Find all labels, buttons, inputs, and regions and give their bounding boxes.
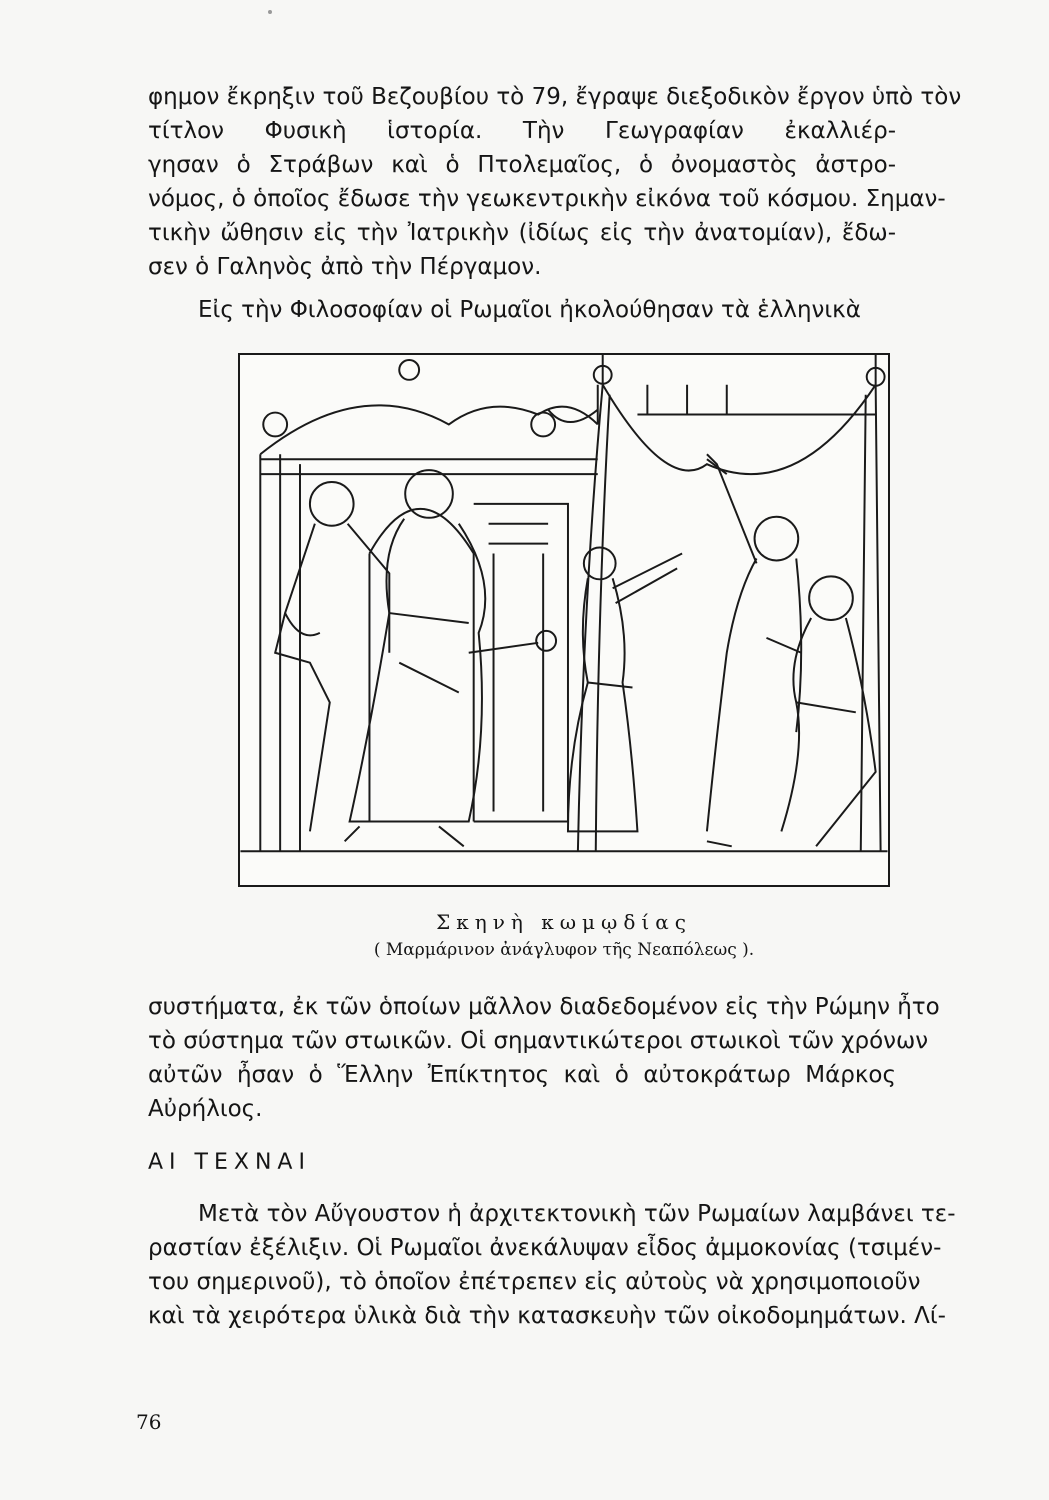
section-heading: ΑΙ ΤΕΧΝΑΙ [148,1150,311,1175]
paragraph-stoics [148,990,940,1126]
figure-caption-title: Σκηνὴ κωμῳδίας [436,910,692,934]
paragraph-architecture [148,1197,956,1333]
text-line: νόμος, ὁ ὁποῖος ἔδωσε τὴν γεωκεντρικὴν εἰκόνα τοῦ κόσμου. Σημαν- [148,186,946,212]
text-line: σεν ὁ Γαληνὸς ἀπὸ τὴν Πέργαμον. [148,254,542,280]
text-line: τὸ σύστημα τῶν στωικῶν. Οἱ σημαντικώτεροι στωικοὶ τῶν χρόνων [148,1028,929,1054]
text-line: συστήματα, ἐκ τῶν ὁποίων μᾶλλον διαδεδομένον εἰς τὴν Ρώμην ἦτο [148,994,940,1020]
text-line: Εἰς τὴν Φιλοσοφίαν οἱ Ρωμαῖοι ἠκολούθησαν τὰ ἑλληνικὰ [198,297,861,323]
text-line: γησαν ὁ Στράβων καὶ ὁ Πτολεμαῖος, ὁ ὀνομαστὸς ἀστρο- [148,152,896,178]
text-line: του σημερινοῦ), τὸ ὁποῖον ἐπέτρεπεν εἰς αὐτοὺς νὰ χρησιμοποιοῦν [148,1269,921,1295]
text-line: Μετὰ τὸν Αὔγουστον ἡ ἀρχιτεκτονικὴ τῶν Ρωμαίων λαμβάνει τε- [198,1201,956,1227]
text-line: φημον ἔκρηξιν τοῦ Βεζουβίου τὸ 79, ἔγραψε διεξοδικὸν ἔργον ὑπὸ τὸν [148,84,962,110]
figure-comedy-relief-illustration [238,353,890,887]
print-speck [268,10,272,14]
text-line: τίτλον Φυσικὴ ἱστορία. Τὴν Γεωγραφίαν ἐκαλλιέρ- [148,118,896,144]
relief-drawing [240,355,888,885]
text-line: τικὴν ὤθησιν εἰς τὴν Ἰατρικὴν (ἰδίως εἰς τὴν ἀνατομίαν), ἔδω- [148,220,896,246]
text-line: καὶ τὰ χειρότερα ὑλικὰ διὰ τὴν κατασκευὴν τῶν οἰκοδομημάτων. Λί- [148,1303,946,1329]
paragraph-philosophy [148,293,896,327]
paragraph-sciences [148,80,962,284]
text-line: Αὐρήλιος. [148,1096,263,1122]
text-line: ραστίαν ἐξέλιξιν. Οἱ Ρωμαῖοι ἀνεκάλυψαν εἶδος ἀμμοκονίας (τσιμέν- [148,1235,942,1261]
text-line: αὐτῶν ἦσαν ὁ Ἕλλην Ἐπίκτητος καὶ ὁ αὐτοκράτωρ Μάρκος [148,1062,896,1088]
page-number: 76 [136,1410,162,1434]
figure-caption-source: ( Μαρμάρινον ἀνάγλυφον τῆς Νεαπόλεως ). [373,940,755,960]
